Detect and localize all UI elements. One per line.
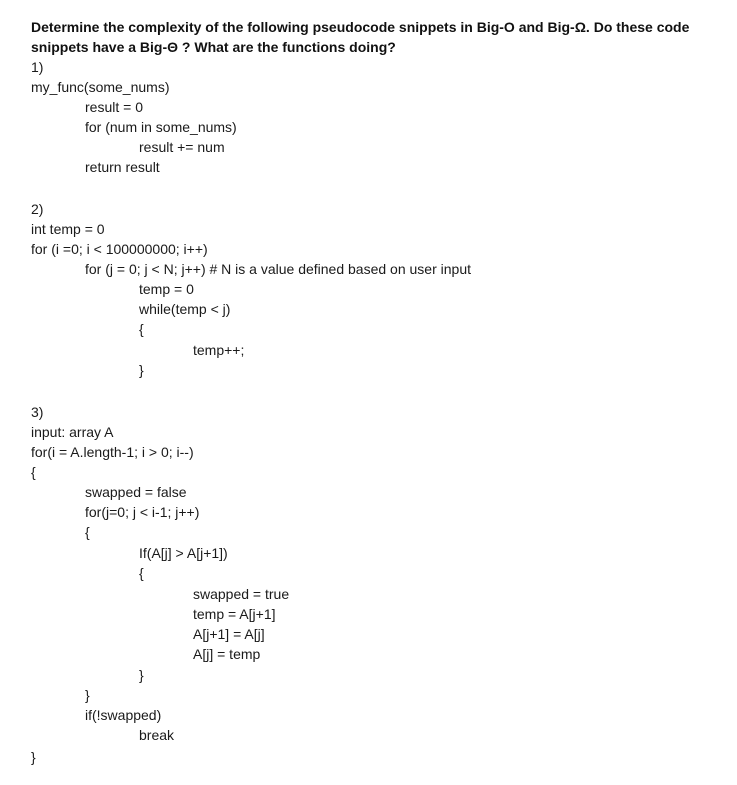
code-line: A[j] = temp (193, 646, 261, 662)
code-line: while(temp < j) (139, 301, 231, 317)
code-line: result = 0 (85, 99, 143, 115)
code-line: input: array A (31, 424, 114, 440)
code-line: swapped = true (193, 586, 290, 602)
code-line: for (num in some_nums) (85, 119, 237, 135)
code-line: { (139, 321, 144, 337)
code-line: break (139, 727, 175, 743)
code-line: temp = 0 (139, 281, 194, 297)
code-line: } (31, 749, 36, 765)
code-line: 2) (31, 201, 44, 217)
code-line: If(A[j] > A[j+1]) (139, 545, 228, 561)
code-line: my_func(some_nums) (31, 79, 170, 95)
code-line: for(i = A.length-1; i > 0; i--) (31, 444, 194, 460)
code-line: } (139, 667, 144, 683)
code-line: { (85, 524, 90, 540)
code-line: temp = A[j+1] (193, 606, 276, 622)
code-line: for (i =0; i < 100000000; i++) (31, 241, 208, 257)
code-line: for(j=0; j < i-1; j++) (85, 504, 200, 520)
code-line: 3) (31, 404, 44, 420)
code-line: } (139, 362, 144, 378)
code-line: temp++; (193, 342, 245, 358)
code-line: 1) (31, 59, 44, 75)
code-line: return result (85, 159, 160, 175)
code-line: { (139, 565, 144, 581)
code-line: swapped = false (85, 484, 187, 500)
code-line: } (85, 687, 90, 703)
code-line: A[j+1] = A[j] (193, 626, 265, 642)
code-line: for (j = 0; j < N; j++) # N is a value defined based on user input (85, 261, 471, 277)
question-prompt: Determine the complexity of the following pseudocode snippets in Big-O and Big-Ω. Do these code snippets have a Big-Θ ? What are the functions doing? (31, 19, 690, 55)
code-line: { (31, 464, 36, 480)
code-line: result += num (139, 139, 225, 155)
code-line: if(!swapped) (85, 707, 162, 723)
code-line: int temp = 0 (31, 221, 105, 237)
